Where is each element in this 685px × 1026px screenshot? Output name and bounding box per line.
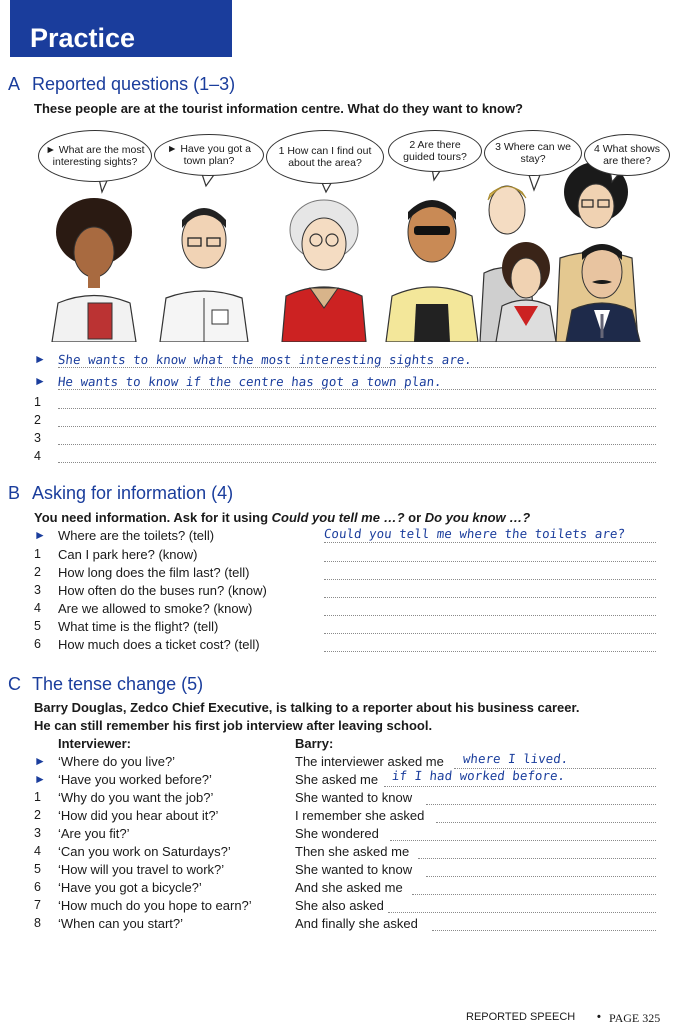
answer-line[interactable] — [432, 929, 656, 931]
section-a-letter: A — [8, 74, 21, 94]
speech-bubble: 4 What shows are there? — [584, 134, 670, 176]
answer-line[interactable] — [324, 614, 656, 616]
answer-line[interactable] — [324, 650, 656, 652]
section-a-intro: These people are at the tourist information centre. What do they want to know? — [34, 101, 523, 116]
answer-line[interactable] — [58, 388, 656, 390]
banner-title: Practice — [30, 23, 136, 53]
section-a-heading: Reported questions (1–3) — [32, 74, 236, 94]
answer-line[interactable] — [324, 541, 656, 543]
handwritten-answer: He wants to know if the centre has got a town plan. — [57, 374, 443, 389]
answer-line[interactable] — [426, 803, 656, 805]
section-b-title — [8, 483, 233, 504]
handwritten-answer: where I lived. — [462, 751, 570, 766]
speech-bubble: 3 Where can we stay? — [484, 130, 582, 176]
footer-page-number: PAGE 325 — [609, 1011, 661, 1025]
section-c-heading: The tense change (5) — [32, 674, 204, 694]
person-older-woman — [282, 200, 366, 342]
footer-bullet: • — [597, 1011, 601, 1023]
handwritten-answer: Could you tell me where the toilets are? — [323, 526, 626, 541]
answer-line[interactable] — [418, 857, 656, 859]
answer-line[interactable] — [324, 578, 656, 580]
speech-bubble: ► What are the most interesting sights? — [38, 130, 152, 182]
section-c-letter: C — [8, 674, 21, 694]
handwritten-answer: She wants to know what the most interesting sights are. — [57, 352, 473, 367]
answer-line[interactable] — [412, 893, 656, 895]
answer-line[interactable] — [58, 461, 656, 463]
person-man-sunglasses — [386, 200, 478, 342]
speech-bubble: 1 How can I find out about the area? — [266, 130, 384, 184]
answer-line[interactable] — [58, 407, 656, 409]
practice-banner — [10, 0, 232, 57]
answer-line[interactable] — [324, 596, 656, 598]
answer-line[interactable] — [324, 560, 656, 562]
answer-line[interactable] — [384, 785, 656, 787]
section-c-title — [8, 674, 203, 695]
answer-line[interactable] — [58, 425, 656, 427]
barry-header: Barry: — [295, 736, 334, 751]
answer-line[interactable] — [436, 821, 656, 823]
answer-line[interactable] — [324, 632, 656, 634]
tourist-illustration — [36, 128, 668, 342]
person-woman-curly — [52, 198, 136, 342]
answer-line[interactable] — [426, 875, 656, 877]
interviewer-header: Interviewer: — [58, 736, 131, 751]
answer-line[interactable] — [390, 839, 656, 841]
section-c-intro-2: He can still remember his first job interview after leaving school. — [34, 718, 433, 733]
section-b-intro: You need information. Ask for it using Could you tell me …? or Do you know …? — [34, 510, 531, 525]
answer-line[interactable] — [58, 366, 656, 368]
answer-line[interactable] — [58, 443, 656, 445]
section-a-title — [8, 74, 235, 95]
section-c-intro-1: Barry Douglas, Zedco Chief Executive, is talking to a reporter about his business career. — [34, 700, 580, 715]
person-man-glasses — [160, 208, 248, 342]
section-b-heading: Asking for information (4) — [32, 483, 234, 503]
section-b-letter: B — [8, 483, 21, 503]
footer-section-name: REPORTED SPEECH — [466, 1011, 576, 1023]
handwritten-answer: if I had worked before. — [391, 768, 566, 783]
speech-bubble: 2 Are there guided tours? — [388, 130, 482, 172]
speech-bubble: ► Have you got a town plan? — [154, 134, 264, 176]
answer-line[interactable] — [388, 911, 656, 913]
